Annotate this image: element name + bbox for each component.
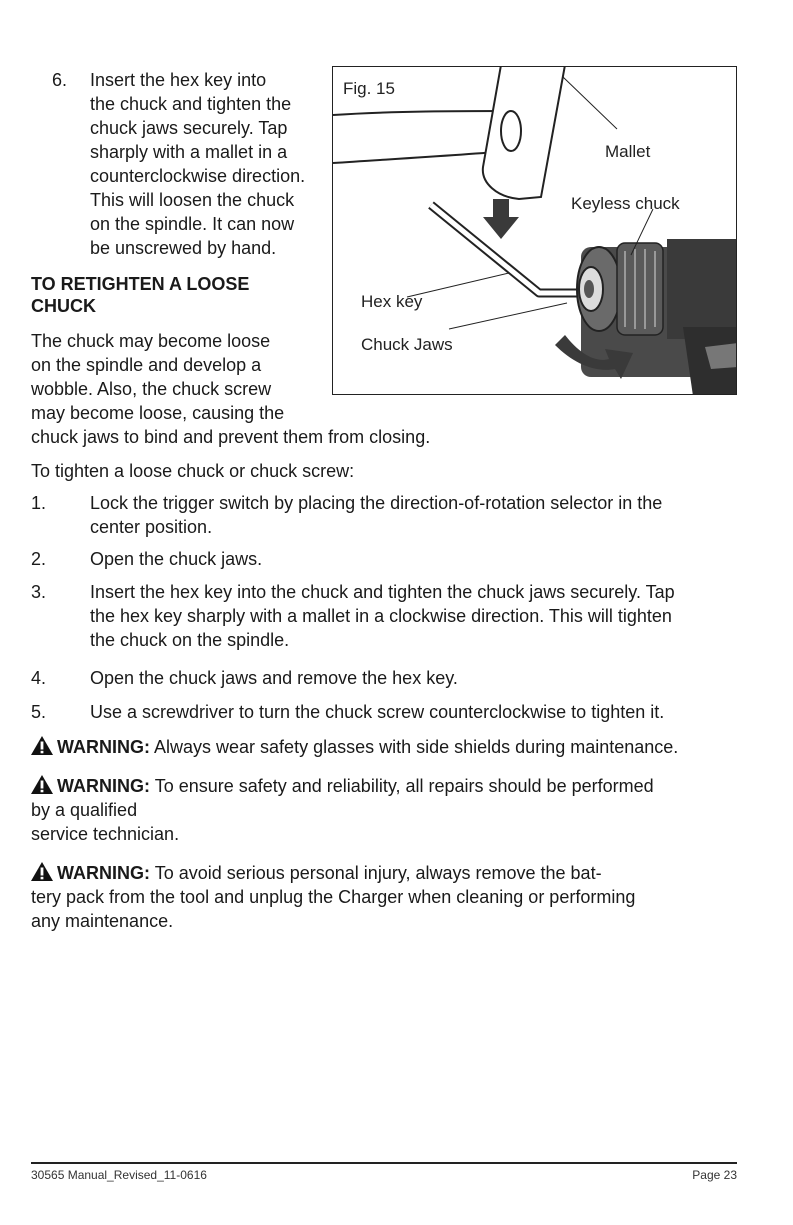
chuck-jaws-label: Chuck Jaws (361, 335, 453, 354)
step-3-number: 3. (31, 582, 47, 602)
warning-triangle-icon (31, 775, 53, 794)
intro-line: wobble. Also, the chuck screw (31, 379, 272, 399)
intro-line: may become loose, causing the (31, 403, 285, 423)
warning-text: To ensure safety and reliability, all repairs should be performed (154, 776, 654, 796)
step-2-line: Open the chuck jaws. (90, 549, 263, 569)
warning-3-line: tery pack from the tool and unplug the Charger when cleaning or performing (31, 887, 636, 907)
step-5-line: Use a screwdriver to turn the chuck screw counterclockwise to tighten it. (90, 702, 665, 722)
warning-3 (31, 861, 602, 885)
step-2-number: 2. (31, 549, 47, 569)
footer-divider (31, 1162, 737, 1164)
warning-2 (31, 774, 654, 798)
hex-key-label: Hex key (361, 292, 423, 311)
lead-text: To tighten a loose chuck or chuck screw: (31, 461, 355, 481)
keyless-chuck-label: Keyless chuck (571, 194, 680, 213)
warning-label: WARNING: (57, 737, 150, 757)
mallet-label: Mallet (605, 142, 651, 161)
step-1-line: Lock the trigger switch by placing the direction-of-rotation selector in the (90, 493, 663, 513)
step-3-line: Insert the hex key into the chuck and tighten the chuck jaws securely. Tap (90, 582, 675, 602)
figure-title: Fig. 15 (343, 79, 395, 98)
warning-triangle-icon (31, 736, 53, 755)
step-4-number: 4. (31, 668, 47, 688)
step-1-number: 1. (31, 493, 47, 513)
step-3-line: the hex key sharply with a mallet in a clockwise direction. This will tighten (90, 606, 672, 626)
step-6-line: the chuck and tighten the (90, 94, 292, 114)
warning-2-line: service technician. (31, 824, 180, 844)
warning-label: WARNING: (57, 863, 150, 883)
warning-3-line: any maintenance. (31, 911, 174, 931)
intro-line: chuck jaws to bind and prevent them from closing. (31, 427, 431, 447)
step-6-line: Insert the hex key into (90, 70, 267, 90)
step-1-line: center position. (90, 517, 213, 537)
warning-label: WARNING: (57, 776, 150, 796)
step-4-line: Open the chuck jaws and remove the hex key. (90, 668, 458, 688)
step-5-number: 5. (31, 702, 47, 722)
warning-text: To avoid serious personal injury, always remove the bat- (154, 863, 602, 883)
footer-page-number: Page 23 (692, 1168, 737, 1182)
step-6-line: sharply with a mallet in a (90, 142, 288, 162)
warning-triangle-icon (31, 862, 53, 881)
step-6-line: chuck jaws securely. Tap (90, 118, 288, 138)
keyless-chuck-shape (577, 239, 737, 395)
step-3-line: the chuck on the spindle. (90, 630, 290, 650)
step-6-number: 6. (52, 70, 68, 90)
section-heading-line: CHUCK (31, 296, 96, 316)
step-6-line: be unscrewed by hand. (90, 238, 277, 258)
intro-line: on the spindle and develop a (31, 355, 262, 375)
warning-1 (31, 735, 678, 759)
warning-2-line: by a qualified (31, 800, 138, 820)
step-6-line: This will loosen the chuck (90, 190, 295, 210)
footer-document-id: 30565 Manual_Revised_11-0616 (31, 1168, 207, 1182)
section-heading-line: TO RETIGHTEN A LOOSE (31, 274, 250, 294)
warning-text: Always wear safety glasses with side shields during maintenance. (154, 737, 679, 757)
step-6-line: on the spindle. It can now (90, 214, 295, 234)
figure-15 (332, 66, 737, 395)
step-6-line: counterclockwise direction. (90, 166, 306, 186)
intro-line: The chuck may become loose (31, 331, 271, 351)
